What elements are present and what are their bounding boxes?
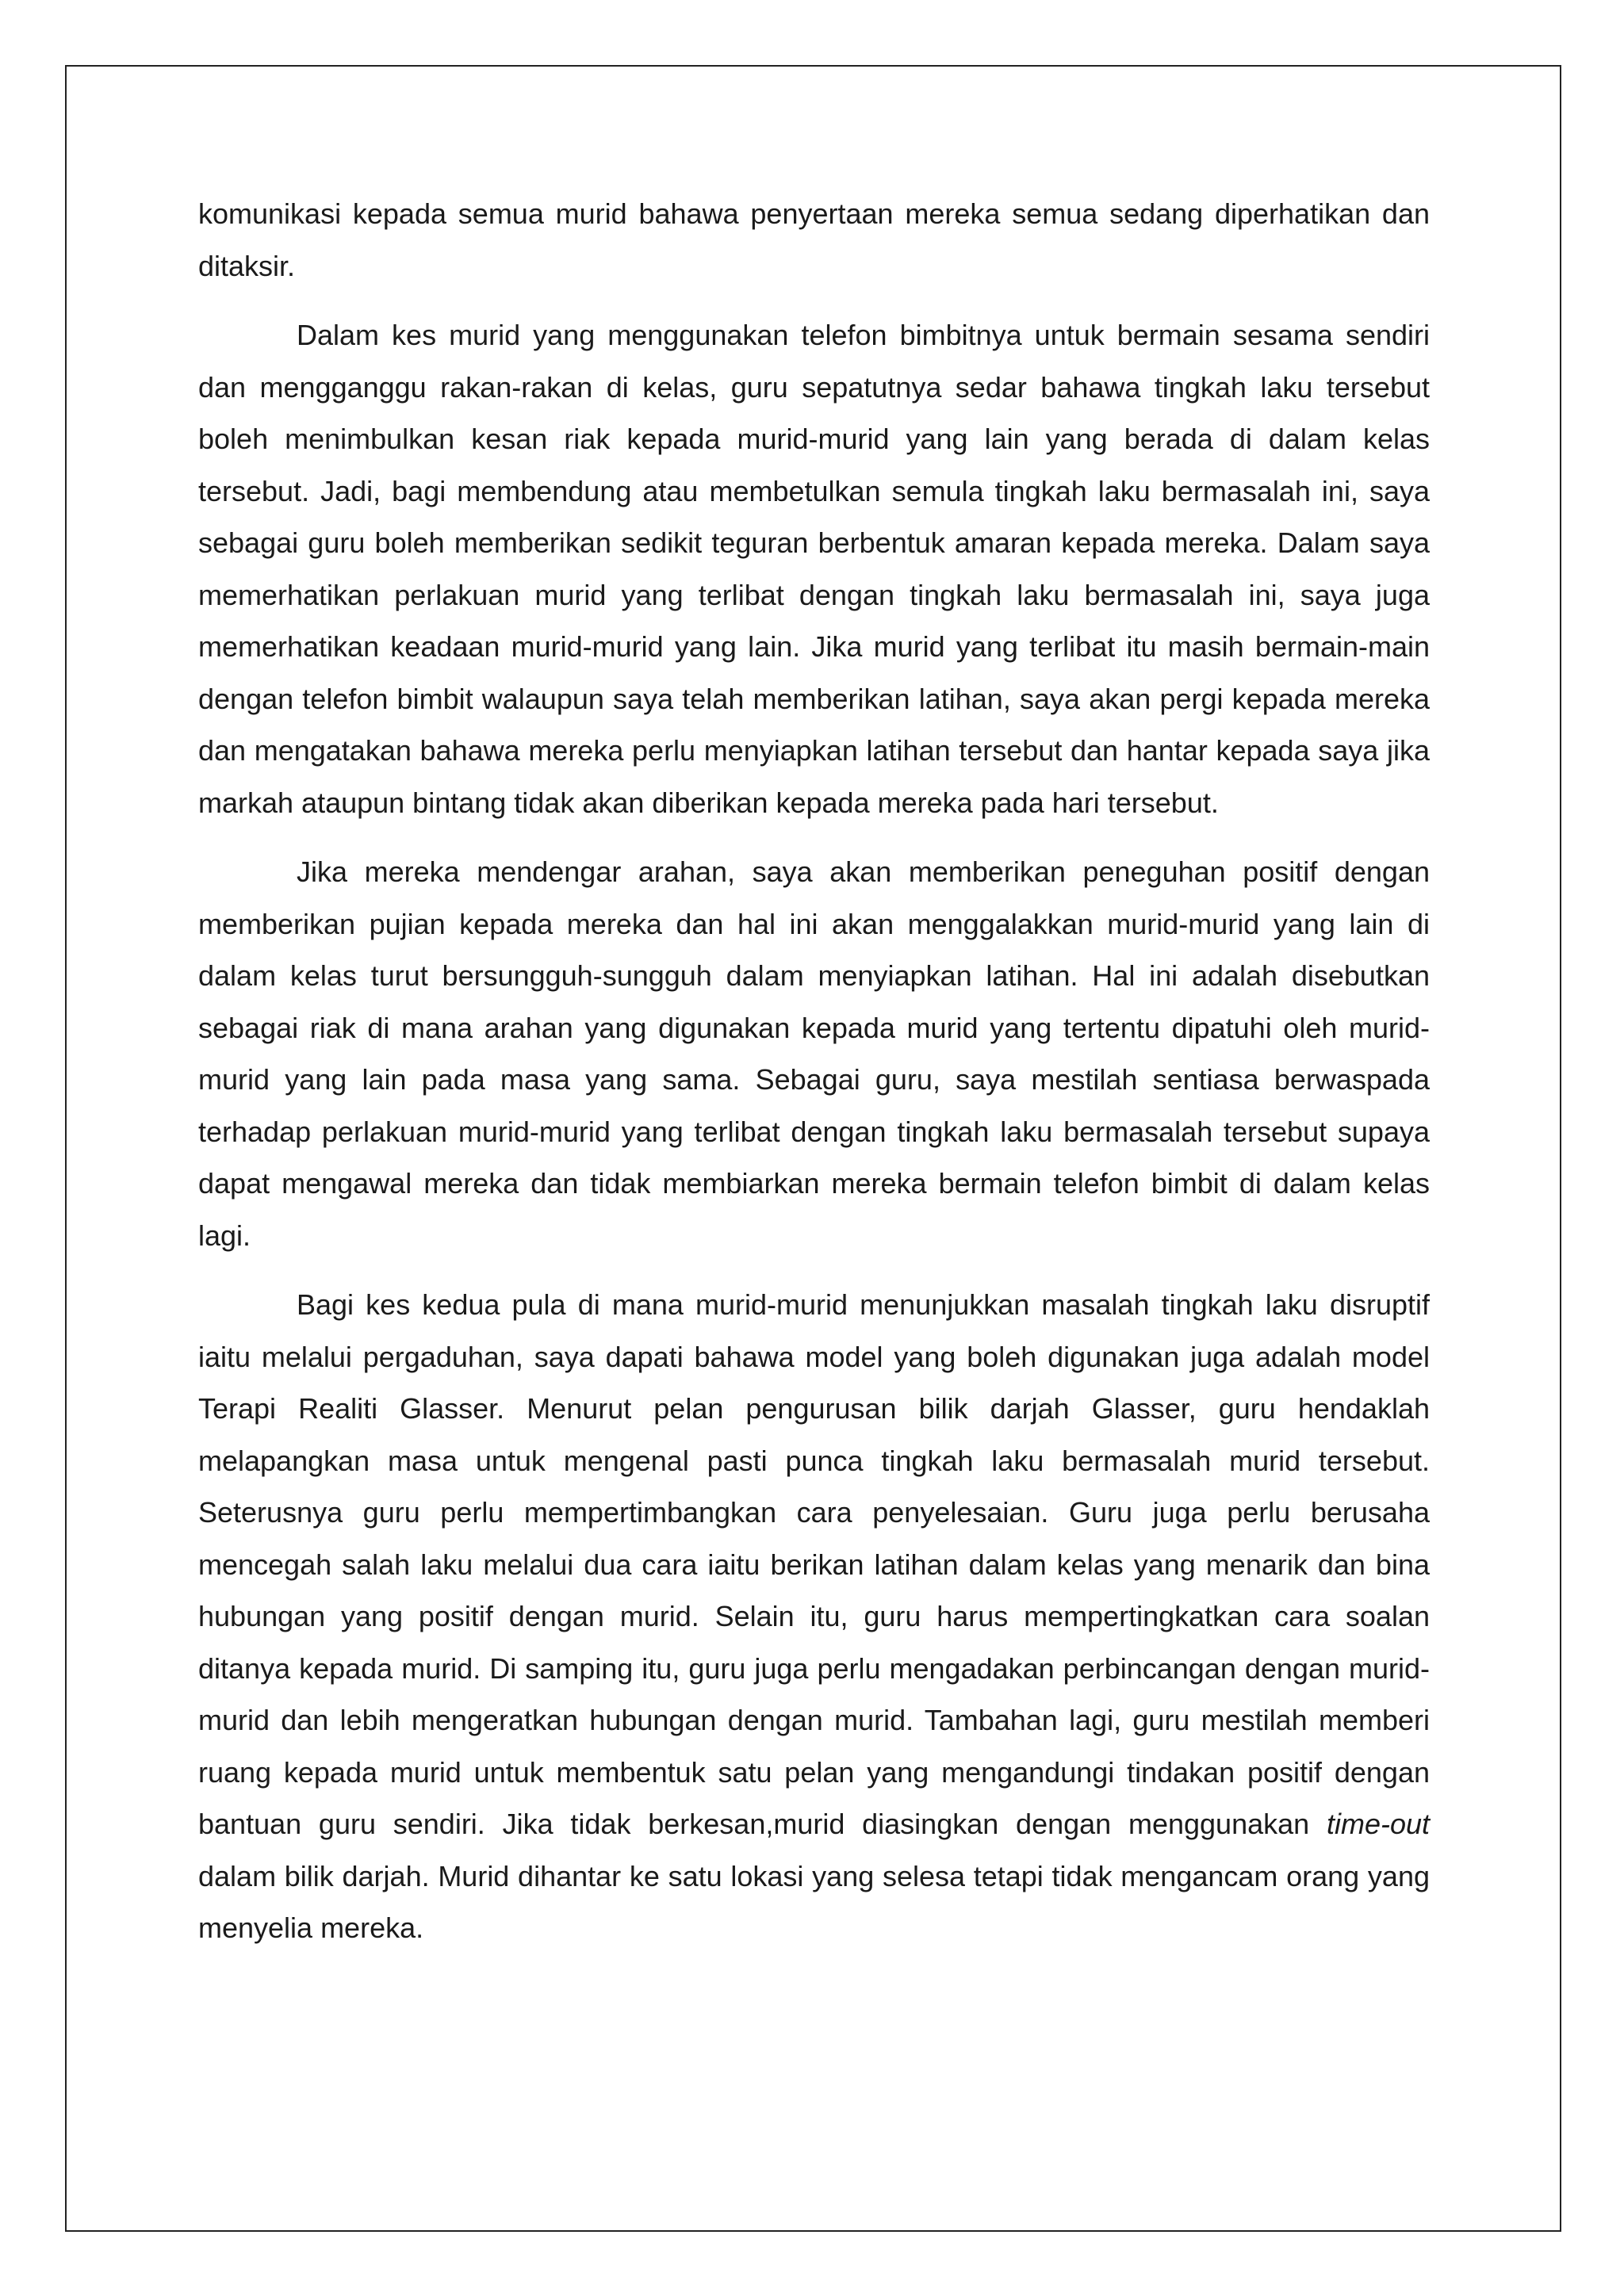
paragraph-2: Dalam kes murid yang menggunakan telefon bimbitnya untuk bermain sesama sendiri dan mengganggu rakan-rakan di kelas, guru sepatutnya sedar bahawa tingkah laku tersebut boleh menimbulkan kesan riak kepada murid-murid yang lain yang berada di dalam kelas tersebut. Jadi, bagi membendung atau membetulkan semula tingkah laku bermasalah ini, saya sebagai guru boleh memberikan sedikit teguran berbentuk amaran kepada mereka. Dalam saya memerhatikan perlakuan murid yang terlibat dengan tingkah laku bermasalah ini, saya juga memerhatikan keadaan murid-murid yang lain. Jika murid yang terlibat itu masih bermain-main dengan telefon bimbit walaupun saya telah memberikan latihan, saya akan pergi kepada mereka dan mengatakan bahawa mereka perlu menyiapkan latihan tersebut dan hantar kepada saya jika markah ataupun bintang tidak akan diberikan kepada mereka pada hari tersebut. [198, 319, 1430, 819]
paragraph-4-emphasis: time-out [1326, 1808, 1430, 1840]
paragraph-3: Jika mereka mendengar arahan, saya akan memberikan peneguhan positif dengan memberikan pujian kepada mereka dan hal ini akan menggalakkan murid-murid yang lain di dalam kelas turut bersungguh-sungguh dalam menyiapkan latihan. Hal ini adalah disebutkan sebagai riak di mana arahan yang digunakan kepada murid yang tertentu dipatuhi oleh murid-murid yang lain pada masa yang sama. Sebagai guru, saya mestilah sentiasa berwaspada terhadap perlakuan murid-murid yang terlibat dengan tingkah laku bermasalah tersebut supaya dapat mengawal mereka dan tidak membiarkan mereka bermain telefon bimbit di dalam kelas lagi. [198, 855, 1430, 1252]
document-body [198, 188, 1430, 1954]
paragraph-4 [198, 1279, 1430, 1954]
paragraph-4-text-end: dalam bilik darjah. Murid dihantar ke satu lokasi yang selesa tetapi tidak mengancam orang yang menyelia mereka. [198, 1859, 1430, 1944]
paragraph-4-text-start: Bagi kes kedua pula di mana murid-murid menunjukkan masalah tingkah laku disruptif iaitu melalui pergaduhan, saya dapati bahawa model yang boleh digunakan juga adalah model Terapi Realiti Glasser. Menurut pelan pengurusan bilik darjah Glasser, guru hendaklah melapangkan masa untuk mengenal pasti punca tingkah laku bermasalah murid tersebut. Seterusnya guru perlu mempertimbangkan cara penyelesaian. Guru juga perlu berusaha mencegah salah laku melalui dua cara iaitu berikan latihan dalam kelas yang menarik dan bina hubungan yang positif dengan murid. Selain itu, guru harus mempertingkatkan cara soalan ditanya kepada murid. Di samping itu, guru juga perlu mengadakan perbincangan dengan murid-murid dan lebih mengeratkan hubungan dengan murid. Tambahan lagi, guru mestilah memberi ruang kepada murid untuk membentuk satu pelan yang mengandungi tindakan positif dengan bantuan guru sendiri. Jika tidak berkesan,murid diasingkan dengan menggunakan [198, 1288, 1430, 1840]
paragraph-1: komunikasi kepada semua murid bahawa penyertaan mereka semua sedang diperhatikan dan ditaksir. [198, 197, 1430, 282]
